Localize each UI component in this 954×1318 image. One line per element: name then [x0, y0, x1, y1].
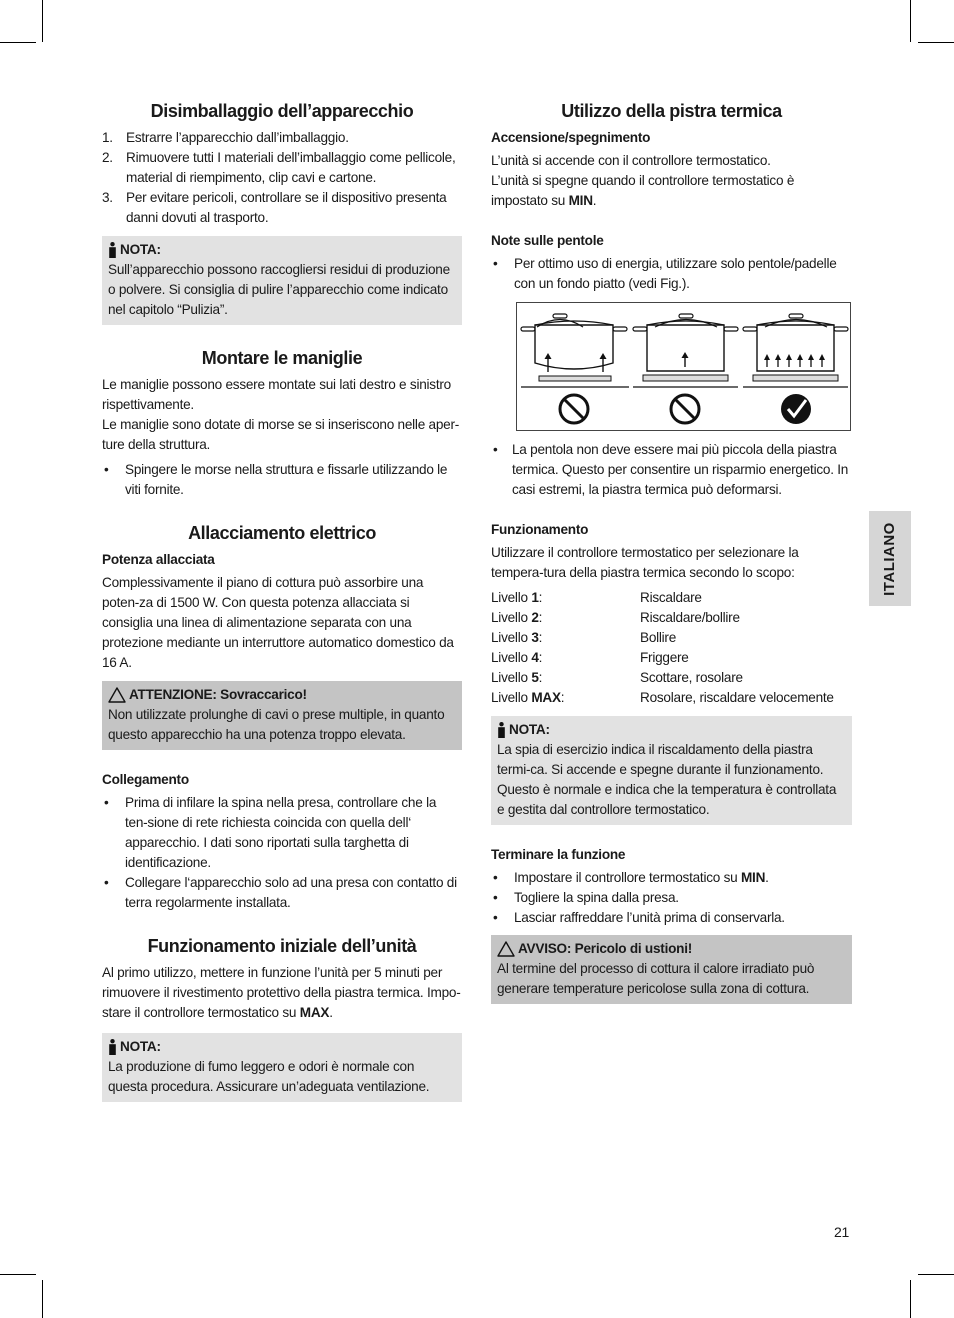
warning-box-overload: ATTENZIONE: Sovraccarico! Non utilizzate prolunghe di cavi o prese multiple, in quanto questo apparecchio ha una potenza troppo elevata. — [102, 681, 462, 750]
level-label: Livello 4: — [491, 650, 543, 665]
page-number: 21 — [834, 1224, 850, 1240]
note-box-operation: NOTA: La spia di esercizio indica il riscaldamento della piastra termi-ca. Si accende e spegne durante il funzionamento. Questo è normale e indica che la temperatura è controllata e gestita dal controllore termostatico. — [491, 716, 852, 825]
left-column: Disimballaggio dell’apparecchio 1. Estrarre l’apparecchio dall’imballaggio. 2. Rimuovere tutti I materiali dell’imballaggio come pellicole, material di riempimento, clip cavi e cartone. 3. Per evitare pericoli, controllare se il dispositivo presenta danni dovuti al trasporto. NOTA: Sull’apparecchio possono raccogliersi residui di produzione o polvere. Si consiglia di pulire l’apparecchio come indicato nel capitolo “Pulizia”. Montare le maniglie Le maniglie possono essere montate sui lati destro e sinistro rispettivamente. Le maniglie sono dotate di morse se si inseriscono nelle aper-ture della struttura. • Spingere le morse nella struttura e fissarle utilizzando le viti fornite. Allacciamento elettrico Potenza allacciata Complessivamente il piano di cottura può assorbire una poten-za di 1500 W. Con questa potenza allacciata si consiglia una linea di alimentazione separata con una protezione mediante un interruttore automatico domestico da 16 A. ATTENZIONE: Sovraccarico! Non utilizzate prolunghe di cavi o prese multiple, in quanto questo apparecchio ha una potenza troppo elevata. Collegamento • Prima di infilare la spina nella presa, controllare che la ten-sione di rete richiesta coincida con quella dell‘ apparecchio. I dati sono riportati sulla targhetta di identificazione. • Collegare l‘apparecchio solo ad una presa con contatto di terra regolarmente installata. Funzionamento iniziale dell’unità Al primo utilizzo, mettere in funzione l’unità per 5 minuti per rimuovere il rivestimento protettivo della piastra termica. Impo-stare il controllore termostatico su MAX. NOTA: La produzione di fumo leggero e odori è normale con questa procedura. Assicurare un’adeguata ventilazione. — [102, 98, 462, 1102]
language-tab: ITALIANO — [869, 511, 911, 606]
crop-mark — [910, 0, 911, 42]
pot-curved-bottom — [521, 314, 629, 387]
pot-correct — [743, 314, 848, 387]
section-title-usage: Utilizzo della pistra termica — [561, 101, 782, 121]
info-icon — [108, 1039, 117, 1055]
checkmark-icon — [781, 394, 811, 424]
level-label: Livello 3: — [491, 630, 543, 645]
warning-triangle-icon — [497, 941, 515, 957]
level-label: Livello 2: — [491, 610, 543, 625]
list-item: • Per ottimo uso di energia, utilizzare solo pentole/padelle con un fondo piatto (vedi Fig.). — [493, 256, 837, 291]
crop-mark — [42, 1280, 43, 1318]
note-box-first-use: NOTA: La produzione di fumo leggero e odori è normale con questa procedura. Assicurare un’adeguata ventilazione. — [102, 1033, 462, 1102]
section-title-electrical: Allacciamento elettrico — [188, 523, 376, 543]
level-label: Livello 1: — [491, 590, 543, 605]
info-icon — [497, 722, 506, 738]
level-label: Livello MAX: — [491, 690, 565, 705]
level-label: Livello 5: — [491, 670, 543, 685]
section-title-handles: Montare le maniglie — [201, 348, 363, 368]
section-title-first-use: Funzionamento iniziale dell’unità — [147, 936, 417, 956]
right-column: Utilizzo della pistra termica Accensione/spegnimento L’unità si accende con il controllore termostatico. L’unità si spegne quando il controllore termostatico è impostato su MIN. Note sulle pentole • Per ottimo uso di energia, utilizzare solo pentole/padelle con un fondo piatto (vedi Fig.). • La pentola non deve essere mai più piccola della piastra termica. Questo per consentire un risparmio energetico. In casi estremi, la piastra termica può deformarsi. Funzionamento Utilizzare il controllore termostatico per selezionare la tempera-tura della piastra termica secondo lo scopo: Livello 1: Riscaldare Livello 2: Riscaldare/bollire Livello 3: Bollire Livello 4: Friggere Livello 5: Scottare, rosolare Livello MAX: Rosolare, riscaldare velocemente NOTA: La spia di esercizio indica il riscaldamento della piastra termi-ca. Si accende e spegne durante il funzionamento. Questo è normale e indica che la temperatura è controllata e gestita dal controllore termostatico. Terminare la funzione • Impostare il controllore termostatico su MIN. • Togliere la spina dalla presa. • Lasciar raffreddare l’unità prima di conservarla. AVVISO: Pericolo di ustioni! Al termine del processo di cottura il calore irradiato può generare temperature pericolose sulla zona di cottura. — [491, 98, 852, 1004]
list-item: • Impostare il controllore termostatico su MIN. — [493, 870, 769, 885]
list-item: • Lasciar raffreddare l’unità prima di conservarla. — [493, 910, 785, 925]
section-title-unpacking: Disimballaggio dell’apparecchio — [150, 101, 414, 121]
list-item: • Prima di infilare la spina nella presa, controllare che la ten-sione di rete richiesta coincida con quella dell‘ apparecchio. I dati sono riportati sulla targhetta di identificazione. — [104, 795, 437, 870]
crop-mark — [0, 42, 36, 43]
note-box-unpacking: NOTA: Sull’apparecchio possono raccogliersi residui di produzione o polvere. Si consiglia di pulire l’apparecchio come indicato nel capitolo “Pulizia”. — [102, 236, 462, 325]
list-item: • Togliere la spina dalla presa. — [493, 890, 679, 905]
info-icon — [108, 242, 117, 258]
crop-mark — [918, 1274, 954, 1275]
prohibited-icon — [671, 395, 699, 423]
crop-mark — [918, 42, 954, 43]
crop-mark — [42, 0, 43, 42]
crop-mark — [910, 1280, 911, 1318]
prohibited-icon — [560, 395, 588, 423]
list-item: • Collegare l‘apparecchio solo ad una presa con contatto di terra regolarmente installata. — [104, 875, 457, 910]
list-item: 3. Per evitare pericoli, controllare se il dispositivo presenta danni dovuti al trasporto. — [102, 190, 447, 225]
list-item: 1. Estrarre l’apparecchio dall’imballaggio. — [102, 130, 349, 145]
list-item: 2. Rimuovere tutti I materiali dell’imballaggio come pellicole, material di riempimento, clip cavi e cartone. — [102, 150, 456, 185]
crop-mark — [0, 1274, 36, 1275]
level-table: Livello 1: Riscaldare Livello 2: Riscaldare/bollire Livello 3: Bollire Livello 4: Friggere Livello 5: Scottare, rosolare Livello MAX: Rosolare, riscaldare velocemente — [491, 588, 852, 708]
pot-too-small — [633, 314, 738, 387]
list-item: • Spingere le morse nella struttura e fissarle utilizzando le viti fornite. — [104, 462, 448, 497]
warning-box-burns: AVVISO: Pericolo di ustioni! Al termine del processo di cottura il calore irradiato può generare temperature pericolose sulla zona di cottura. — [491, 935, 852, 1004]
pot-illustration — [516, 302, 851, 431]
warning-triangle-icon — [108, 687, 126, 703]
unpacking-steps — [102, 128, 462, 228]
list-item: • La pentola non deve essere mai più piccola della piastra termica. Questo per consentire un risparmio energetico. In casi estremi, la piastra termica può deformarsi. — [493, 442, 849, 497]
